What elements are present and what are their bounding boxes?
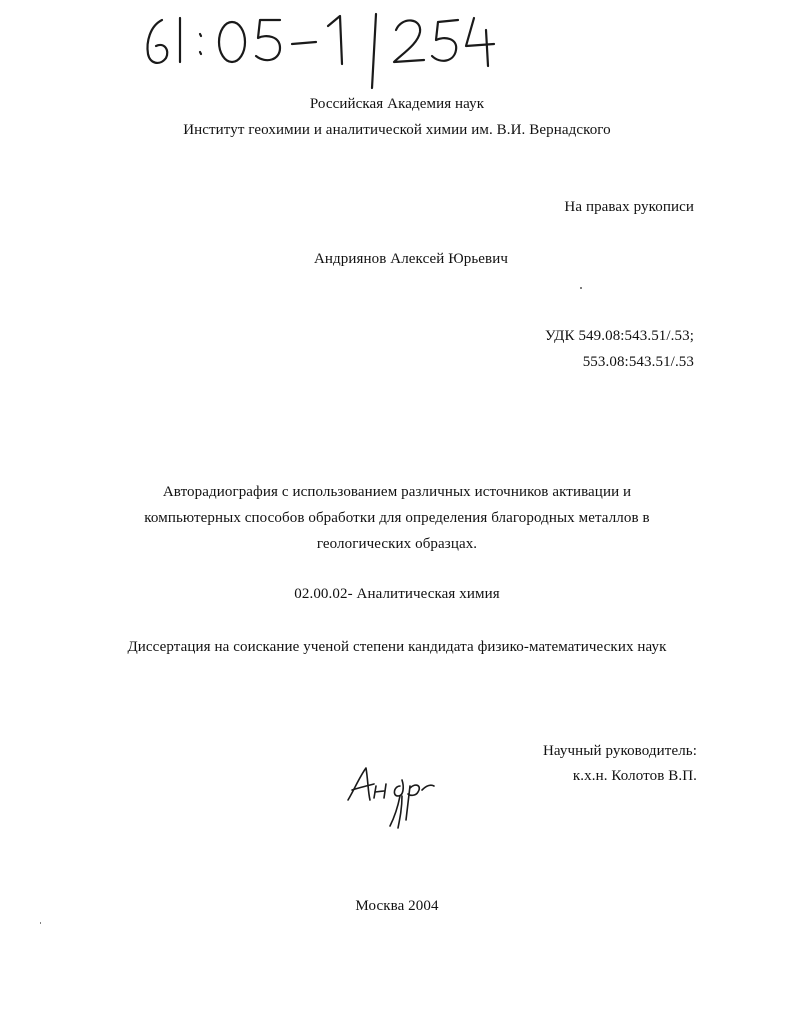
archive-stamp [140, 12, 500, 90]
author-signature [344, 760, 444, 832]
academy-name: Российская Академия наук [309, 96, 485, 112]
title-line-1: Авторадиография с использованием различных источников активации и [162, 484, 632, 500]
title-line-2: компьютерных способов обработки для определения благородных металлов в [144, 510, 650, 526]
dissertation-degree: Диссертация на соискание ученой степени кандидата физико-математических наук [127, 639, 667, 655]
supervisor-label: Научный руководитель: [543, 743, 697, 759]
scan-speck [580, 287, 582, 289]
udk-line-1: УДК 549.08:543.51/.53; [544, 328, 694, 344]
city-year: Москва 2004 [355, 898, 439, 914]
supervisor-name: к.х.н. Колотов В.П. [572, 768, 697, 784]
scan-speck [40, 922, 41, 924]
specialty-code: 02.00.02- Аналитическая химия [294, 586, 500, 602]
manuscript-rights: На правах рукописи [564, 199, 694, 215]
author-name: Андриянов Алексей Юрьевич [314, 251, 509, 267]
udk-line-2: 553.08:543.51/.53 [582, 354, 694, 370]
institute-name: Институт геохимии и аналитической химии им. В.И. Вернадского [183, 122, 611, 138]
title-line-3: геологических образцах. [316, 536, 478, 552]
